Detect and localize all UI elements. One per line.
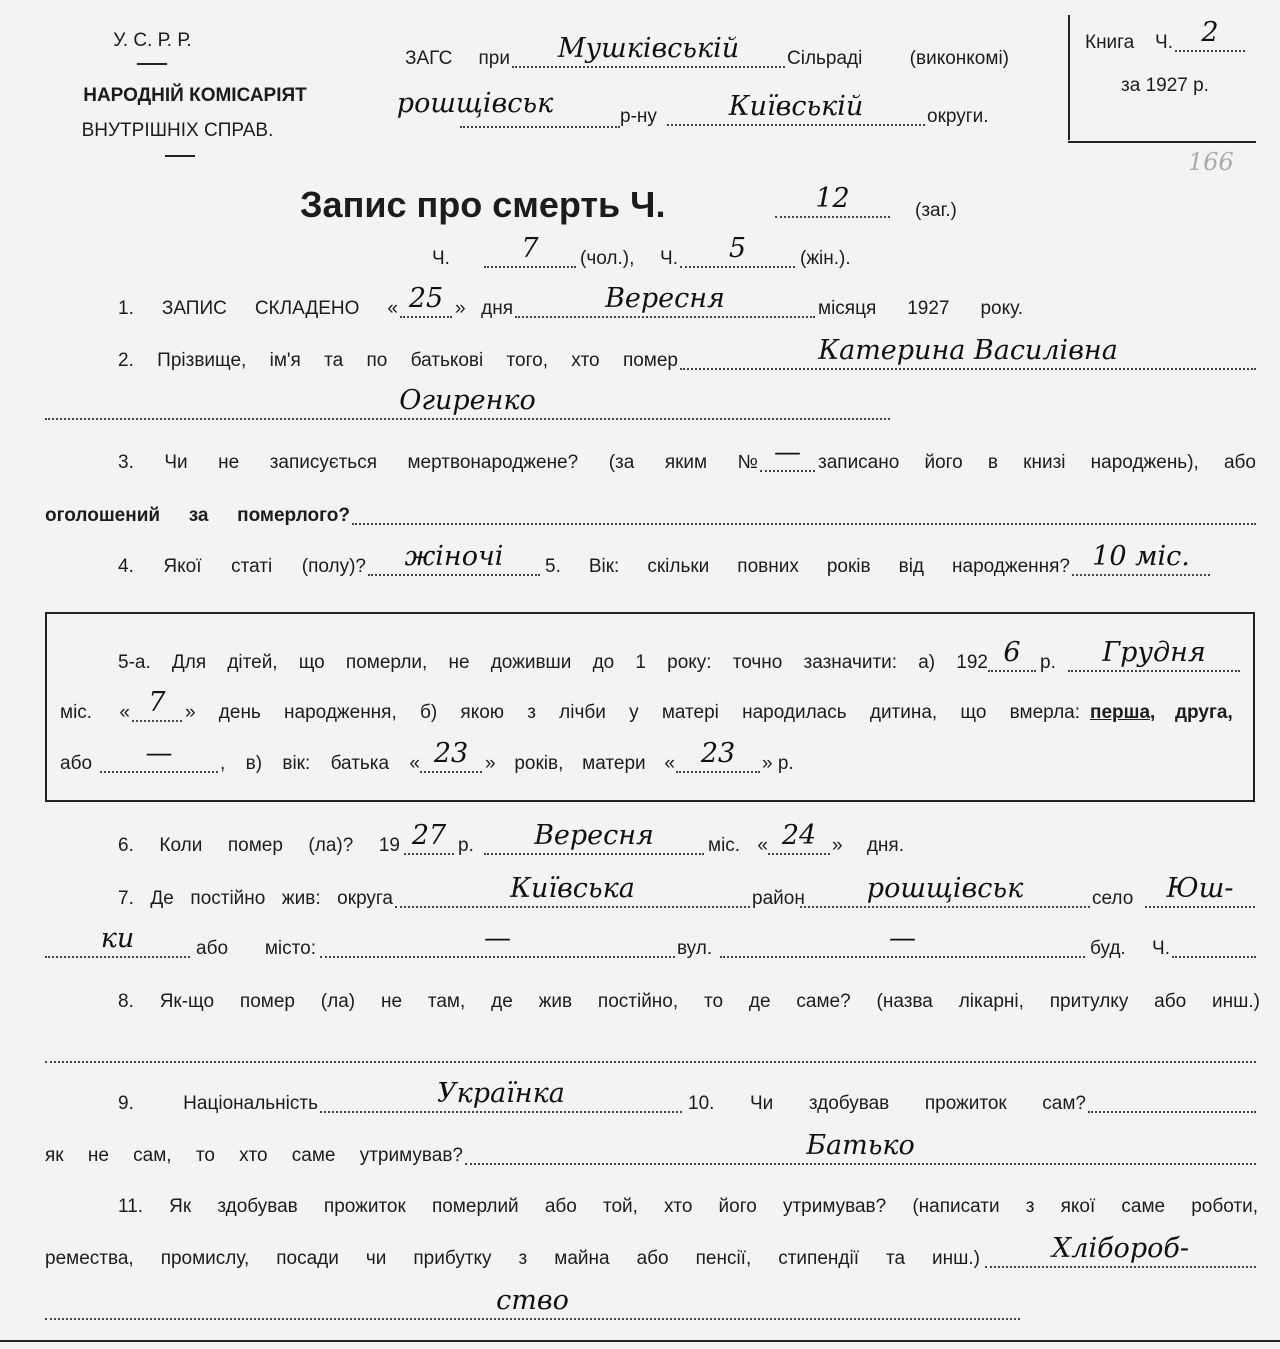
q7-city-label: або місто: — [196, 938, 316, 959]
handwritten-value: Батько — [806, 1130, 915, 1161]
q11-label: 11. Як здобував прожиток померлий або той, хто його утримував? (написати з якої саме роботи, — [118, 1196, 1258, 1217]
title-label: Запис про смерть Ч. — [300, 184, 666, 225]
q1-label: 1. ЗАПИС СКЛАДЕНО « — [118, 298, 398, 319]
q6-tail: » дня. — [832, 835, 904, 856]
q7-village-label: село — [1092, 888, 1134, 909]
handwritten-value: Київська — [510, 873, 635, 904]
q11-answer-continued-field[interactable] — [45, 1285, 1020, 1320]
zags-village-field[interactable] — [512, 33, 785, 68]
book-box-left-border — [1068, 15, 1070, 140]
q8-answer-field[interactable] — [45, 1035, 1256, 1063]
q1-month-field[interactable] — [515, 283, 815, 318]
handwritten-value: 24 — [781, 820, 817, 851]
q6-month-label: міс. « — [708, 835, 768, 856]
handwritten-value: — — [484, 923, 511, 954]
q10-label: 10. Чи здобував прожиток сам? — [688, 1093, 1086, 1114]
q1-day-label: » дня — [455, 298, 513, 319]
q2-label: 2. Прізвище, ім'я та по батькові того, хто помер — [118, 350, 678, 371]
q2-name-field[interactable] — [680, 335, 1256, 370]
q5a-or-label: або — [60, 753, 93, 774]
q5a-other-field[interactable] — [100, 738, 218, 773]
male-count-field[interactable] — [484, 233, 576, 268]
q10-supporter-label: як не сам, то хто саме утримував? — [45, 1145, 463, 1166]
q3-label: 3. Чи не записується мертвонароджене? (за яким № — [118, 452, 758, 473]
q7-label: 7. Де постійно жив: округа — [118, 888, 393, 909]
q7-village-field[interactable] — [1145, 873, 1255, 908]
district-label: р-ну — [620, 106, 657, 127]
q4-label: 4. Якої статі (полу)? — [118, 556, 366, 577]
q7-street-field[interactable] — [720, 923, 1085, 958]
q7-street-label: вул. — [677, 938, 713, 959]
handwritten-value: Огиренко — [399, 385, 536, 416]
okrug-label: округи. — [927, 106, 989, 127]
handwritten-value: Українка — [437, 1078, 565, 1109]
book-year-label: за 1927 р. — [1121, 75, 1209, 96]
male-prefix: Ч. — [432, 248, 450, 269]
q1-day-field[interactable] — [400, 283, 452, 318]
q7-city-field[interactable] — [320, 923, 675, 958]
book-label: Книга Ч. — [1085, 32, 1173, 53]
handwritten-value: 23 — [700, 738, 736, 769]
bottom-rule — [0, 1340, 1280, 1342]
q2-surname-field[interactable] — [45, 385, 890, 420]
handwritten-value: 7 — [148, 687, 166, 718]
handwritten-value: — — [145, 738, 173, 769]
handwritten-value: Катерина Василівна — [818, 335, 1118, 366]
q11-label2: ремества, промислу, посади чи прибутку з майна або пенсії, стипендії та инш.) — [45, 1248, 980, 1269]
handwritten-value: рошщівськ — [866, 873, 1024, 904]
q3-tail: записано його в книзі народжень), або — [818, 452, 1256, 473]
handwritten-value: Вересня — [534, 820, 654, 851]
female-count-field[interactable] — [680, 233, 795, 268]
q7-house-field[interactable] — [1172, 930, 1256, 958]
q10-supporter-field[interactable] — [465, 1130, 1256, 1165]
q5a-month-field[interactable] — [1068, 637, 1240, 672]
commissariat-label: НАРОДНІЙ КОМІСАРІЯТ — [83, 85, 307, 106]
book-box-bottom-border — [1068, 141, 1256, 143]
q5a-label: 5-а. Для дітей, що померли, не доживши до 1 року: точно зазначити: а) 192 — [118, 652, 988, 673]
q9-nationality-field[interactable] — [320, 1078, 682, 1113]
q6-day-field[interactable] — [768, 820, 830, 855]
q6-r-label: р. — [458, 835, 474, 856]
q7-district-label: район — [752, 888, 805, 909]
q5a-year-field[interactable] — [988, 637, 1036, 672]
total-suffix: (заг.) — [915, 200, 957, 221]
q6-label: 6. Коли помер (ла)? 19 — [118, 835, 400, 856]
handwritten-value: Хлібороб- — [1052, 1233, 1189, 1264]
handwritten-value: — — [774, 437, 801, 468]
q5a-mother-label: » років, матери « — [485, 753, 675, 774]
male-suffix: (чол.), Ч. — [580, 248, 678, 269]
zags-label: ЗАГС при — [405, 48, 510, 69]
handwritten-value: 25 — [408, 283, 444, 314]
q5-age-field[interactable] — [1072, 541, 1210, 576]
handwritten-value: Київській — [728, 91, 864, 122]
q4-sex-field[interactable] — [368, 541, 540, 576]
archive-number: 166 — [1188, 148, 1234, 176]
district-dots — [460, 100, 620, 128]
handwritten-value: 27 — [411, 820, 447, 851]
handwritten-value: — — [889, 923, 916, 954]
council-label: Сільраді (виконкомі) — [787, 48, 1009, 69]
q7-district-field[interactable] — [800, 873, 1090, 908]
q7-okrug-field[interactable] — [395, 873, 750, 908]
q1-tail: місяця 1927 року. — [818, 298, 1023, 319]
q7-house-label: буд. Ч. — [1090, 938, 1170, 959]
handwritten-value: ки — [100, 923, 135, 954]
q5a-mother-age-field[interactable] — [676, 738, 760, 773]
handwritten-value: Мушківській — [557, 33, 740, 64]
q3-declared-dead-label: оголошений за померлого? — [45, 505, 350, 526]
q11-answer-field[interactable] — [985, 1233, 1256, 1268]
handwritten-value: Вересня — [605, 283, 725, 314]
q6-month-field[interactable] — [484, 820, 704, 855]
q5a-r-label: р. — [1040, 652, 1056, 673]
q5a-first-option: перша, — [1090, 702, 1156, 723]
q3-answer-field[interactable] — [352, 497, 1256, 525]
okrug-field[interactable] — [667, 91, 925, 126]
q5a-line2: » день народження, б) якою з лічби у матері народилась дитина, що вмерла: — [185, 702, 1080, 723]
department-label: ВНУТРІШНІХ СПРАВ. — [81, 120, 274, 141]
q5-label: 5. Вік: скільки повних років від народження? — [545, 556, 1070, 577]
total-count-field[interactable] — [775, 183, 890, 218]
handwritten-value: ство — [496, 1285, 569, 1316]
handwritten-value: рошщівськ — [396, 88, 554, 119]
q5a-month-label: міс. « — [60, 702, 130, 723]
handwritten-value: Грудня — [1102, 637, 1206, 668]
handwritten-value: 6 — [1003, 637, 1021, 668]
q7-village-continued-field[interactable] — [45, 923, 190, 958]
q8-label: 8. Як-що помер (ла) не там, де жив постійно, то де саме? (назва лікарні, притулку або инш.) — [118, 991, 1260, 1012]
q5a-father-age-field[interactable] — [420, 738, 482, 773]
q5a-father-label: , в) вік: батька « — [220, 753, 420, 774]
q5a-second-option: друга, — [1175, 702, 1233, 723]
handwritten-value: 10 міс. — [1092, 541, 1190, 572]
handwritten-value: 7 — [521, 233, 539, 264]
q6-year-field[interactable] — [404, 820, 454, 855]
handwritten-value: жіночі — [404, 541, 504, 572]
q10-answer-field[interactable] — [1088, 1085, 1256, 1113]
handwritten-value: 23 — [433, 738, 469, 769]
handwritten-value: 5 — [728, 233, 747, 264]
header-dash — [165, 155, 195, 157]
q5a-tail: » р. — [762, 753, 794, 774]
female-suffix: (жін.). — [800, 248, 851, 269]
q5a-day-field[interactable] — [132, 687, 182, 722]
q9-label: 9. Національність — [118, 1093, 318, 1114]
handwritten-value: 2 — [1201, 17, 1219, 48]
book-number-field[interactable] — [1175, 17, 1245, 52]
handwritten-value: Юш- — [1166, 873, 1234, 904]
handwritten-value: 12 — [815, 183, 850, 214]
header-dash — [137, 63, 167, 65]
q3-number-field[interactable] — [760, 437, 815, 472]
country-label: У. С. Р. Р. — [113, 30, 192, 51]
